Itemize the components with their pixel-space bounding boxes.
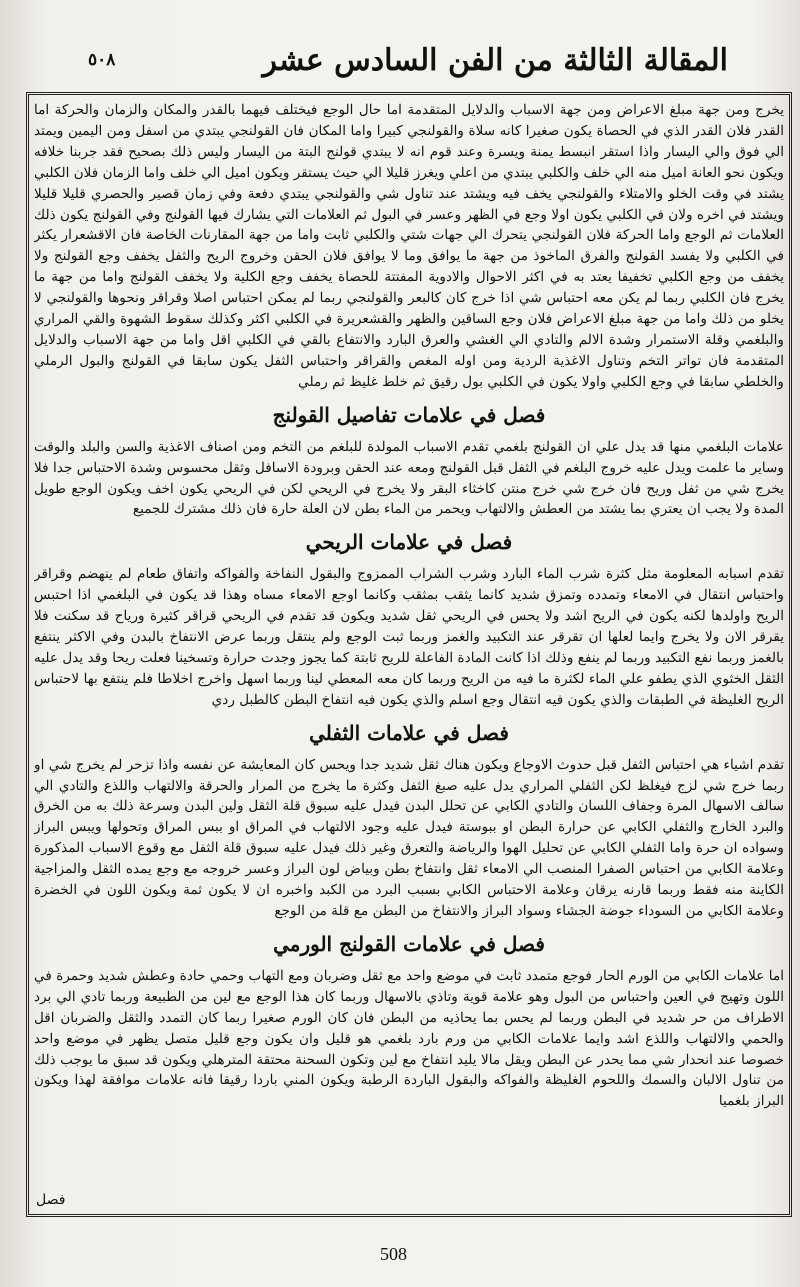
section-heading-fecal: فصل في علامات الثفلي	[309, 720, 509, 745]
paragraph-tumor-colic-signs: اما علامات الكابي من الورم الحار فوجع متمدد ثابت في موضع واحد مع ثقل وضربان ومع التهاب وحمي حادة وعطش شديد وحمرة في اللون وتهيج في العين واحتباس من البول وهو علامة قوية وتاذي بالاسهال وربما كان هذا الوجع مع لين من الطبيعة وربما تادي الي برد الاطراف من حر شديد في البطن وربما لم يحس بما يحاذيه من البطن فان كان الورم صغيرا ربما كان التمدد والثقل والضربان اقل والحمي والالتهاب واللذع اشد وايما علامات الكابي من ورم بارد بلغمي هو قليل وان يكون وجع قليل متصل يظهر في موضع واحد خصوصا عند انحدار شي مما يحدر عن البطن ويقل مالا يليد انتفاخ مع لين وتكون السحنة محتقة المترهلي ويكون قد سبق ما يوجب ذلك من تناول الالبان والسمك واللحوم الغليظة والفواكه والبقول الباردة الرطبة ويكون المني باردا رقيقا فانه علامات موافقة لهذا ويكون البراز بلغميا	[34, 967, 784, 1110]
paragraph-phlegmatic-signs: علامات البلغمي منها قد يدل علي ان القولنج بلغمي تقدم الاسباب المولدة للبلغم من التخم ومن اصناف الاغذية والسن والبلد والوقت وساير ما علمت ويدل عليه خروج البلغم في الثفل قبل القولنج ومعه عند الحقن وبرودة الاسافل وثقل محسوس وشدة الاحتباس جدا فلا يخرج شي من ثفل وريح فان خرج شي خرج منتن كاخثاء البقر ولا يخرج في الريحي لكن في الريحي يكون اخف ويكون الوجع طويل المدة ولا يجب ان يعتري بما يشتد من العطش والالتهاب ويحمر من الماء بطن لان العلة حارة فان ذلك مشترك للجميع	[34, 438, 784, 518]
header-page-number: ٥٠٨	[88, 50, 116, 70]
section-heading-tumor-colic: فصل في علامات القولنج الورمي	[273, 931, 545, 956]
page-header	[88, 38, 728, 82]
paragraph-fecal-signs: تقدم اشياء هي احتباس الثفل قبل حدوث الاوجاع ويكون هناك ثقل شديد جدا ويحس كان المعايشة عن نفسه واذا تزحر لم يخرج شي او ربما خرج شي لزج فيغلظ لكن الثفلي المراري يدل عليه صبغ الثفل وكثرة ما يخرج من المرار والحرقة والالتهاب واللذع والتادي الي سالف الاسهال المرة وجفاف اللسان والتادي الكابي عن تحلل البدن فيدل عليه سبوق قلة الثقل ولين البدن وسرعة ذلك به من الخرق والبرد الخارج والثفلي الكابي عن حرارة البطن او ببوستة فيدل عليه وجود الالتهاب في المراق او ببس المراق وتحولها ويبس البراز وسواده ان حرة واما الثفلي الكابي عن تحليل الهوا والرياضة والتعرق وغير ذلك فيدل عليه سبوق قلة الثفل مع وقوع الاسباب المذكورة وعلامة الكابي من احتباس الصفرا المنصب الي الامعاء ثقل وانتفاخ بطن وبياض لون البراز وعسر خروجه مع وجع يمده الثقل والمزاجية الكاينة منه فقط وربما قارنه يرقان وعلامة الاحتباس الكابي بسبب البرد من الكبد واخبره ان لا يكون ثمة ويكون اللون في الخضرة وعلامة الكابي من السوداء جوضة الجشاء وسواد البراز والانتفاخ من البطن مع قلة من الوجع	[34, 756, 784, 919]
section-heading-flatulent: فصل في علامات الريحي	[305, 530, 513, 555]
paragraph-intro: يخرج ومن جهة مبلغ الاعراض ومن جهة الاسباب والدلايل المتقدمة اما حال الوجع فيختلف فيهما بالقدر والمكان والزمان والحركة اما القدر فلان القدر الذي في الحصاة يكون صغيرا كانه سلاة والقولنجي كبيرا واما المكان فان القولنجي يبتدي من اسفل ومن اليمين ويمتد الي فوق والي اليسار واذا استقر انبسط يمنة ويسرة وعند قوم انه لا يبتدي قولنج البتة من اليسار وليس ذلك بصحيح فقد جربنا خلافه ويكون نحو العانة اميل منه الي خلف والكلبي يبتدي من اعلي ويغرز قليلا الي حيث يستقر ويكون اميل الي خلف واما الزمان فلان الكلبي يشتد في وقت الخلو والامتلاء والقولنجي يخف فيه ويشتد عند تناول شي والقولنجي يبتدي دفعة وفي زمان قصير والحصري قليلا قليلا ويشتد في اخره ولان في الكلبي يكون اولا وجع في الظهر وعسر في البول ثم العلامات التي يشارك فيها القولنج وفي القولنج يكون ذلك العلامات ثم الوجع واما الحركة فلان القولنجي يتحرك الي جهات شتي والكلبي ثابت واما من جهة المقارنات الخاصة فان الاقشعرار يكثر في الكلبي ولا يفسد القولنج والفرق الماخوذ من جهة ما يوافق وما لا يوافق فلان الحقن وخروج الريح والثفل يخفف وجع القولنج ولا يخفف من وجع الكلبي تخفيفا يعتد به في اكثر الاحوال والادوية المفتتة للحصاة يخفف وجع الكلية ولا يخفف القولنج واما من جهة ما يخرج فان الكلبي ربما لم يكن معه احتباس شي اذا خرج كان كالبعر والقولنجي ربما لم يمكن احتباس اصلا وقراقر ونحوها والقولنجي لا يخلو من ذلك واما من جهة مبلغ الاعراض فلان وجع الساقين والظهر والقشعريرة في الكلبي اكثر وكذلك سقوط الشهوة والقي المراري والبلغمي وقلة الاستمرار وشدة الالم والتادي الي الغشي والعرق البارد والانتفاع بالقي في الكلبي اقل واما من جهة الاسباب والدلايل المتقدمة فان تواتر التخم وتناول الاغذية الردية ومن اوله المغص والقراقر واحتباس الثفل يكون سابقا في القولنج والبول الرملي والخلطي سابقا في وجع الكلبي واولا يكون في الكلبي بول رقيق ثم خلط غليظ ثم رملي	[34, 102, 784, 390]
running-title: المقالة الثالثة من الفن السادس عشر	[262, 42, 728, 78]
main-text	[34, 100, 784, 1210]
footer-page-number: 508	[380, 1244, 407, 1264]
section-heading-colic-details: فصل في علامات تفاصيل القولنج	[272, 402, 546, 427]
paragraph-flatulent-signs: تقدم اسبابه المعلومة مثل كثرة شرب الماء البارد وشرب الشراب الممزوج والبقول النفاخة والفواكه واتفاق طعام لم ينهضم وقراقر واحتباس انتقال في الامعاء وتمدده وتمزق شديد كانما يثقب بمثقب وكانما اوجع الامعاء مساه وهذا قد يكون في البلغمي اذا احتبس الريح واولدها لكنه يكون في الريح اشد ولا يحس في الريحي ثقل شديد ويكون قد تقدم في الريحي قراقر كثيرة ورياح قد سكنت فلا يقرقر الان ولا يخرج وايما لعلها ان تقرقر عند التكبيد والغمز وربما ثبت الوجع ولم ينتقل وربما عرض الانتفاخ بالبدن وفي الاكثر ينتفع بالغمز وربما نفع التكبيد وربما لم ينفع وذلك اذا كانت المادة الفاعلة للريح ثابتة كما يجوز وجدت حرارة وتسخينا فعلت ريحا وقد يدل عليه الثقل الخثوي الذي يطفو علي الماء لكثرة ما فيه من الريح وربما كان معه المعطي لينا وربما اسهل واخرج اخلاطا فلم ينتفع بها لاحتباس الريح الغليظة في الطبقات والذي يكون فيه انتقال وجع اسلم والذي يكون فيه انتفاخ البطن كالطبل ردي	[34, 566, 784, 708]
catchword: فصل	[36, 1192, 66, 1208]
